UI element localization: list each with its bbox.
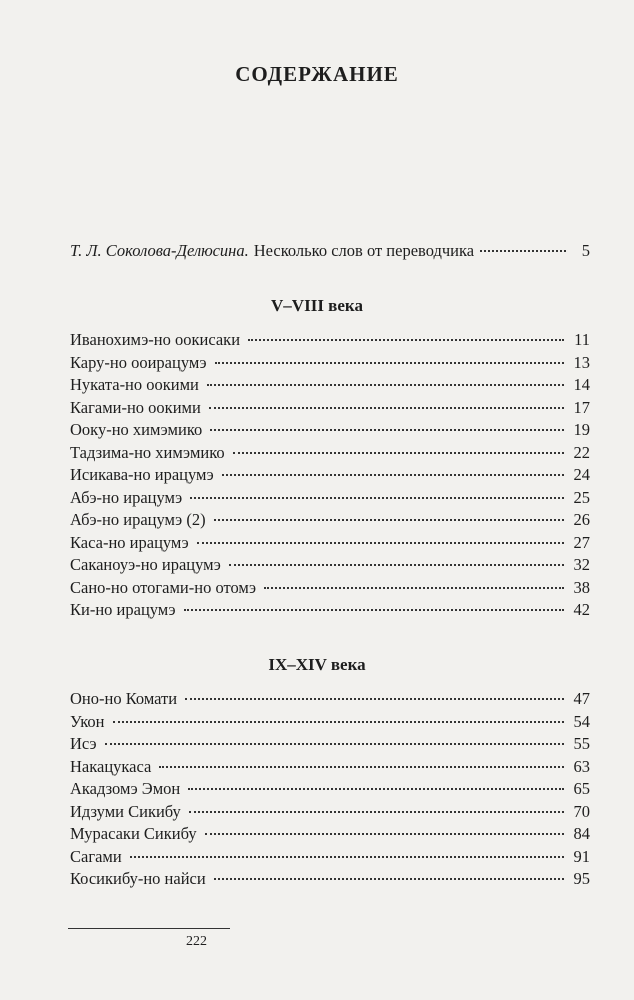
- dot-leader: [205, 833, 564, 835]
- entry-page: 95: [573, 869, 590, 888]
- entry-name: Косикибу-но найси: [70, 869, 206, 888]
- entry-name: Иванохимэ-но оокисаки: [70, 330, 241, 349]
- entry-name: Сагами: [70, 846, 122, 866]
- entry-name: Ки-но ирацумэ: [70, 600, 176, 619]
- dot-leader: [197, 542, 564, 544]
- dot-leader: [229, 564, 564, 566]
- entry-name: Абэ-но ирацумэ: [70, 487, 183, 507]
- toc-list-v-viii: [70, 329, 590, 622]
- dot-leader: [222, 474, 564, 476]
- entry-name: Нуката-но оокими: [70, 375, 199, 394]
- entry-page: 22: [573, 442, 590, 462]
- toc-entry: [70, 577, 590, 600]
- dot-leader: [130, 856, 564, 858]
- toc-entry: [70, 846, 590, 869]
- entry-name: Исэ: [70, 734, 97, 753]
- entry-page: 54: [573, 711, 590, 731]
- entry-name: Оно-но Комати: [70, 689, 178, 708]
- entry-page: 65: [573, 779, 590, 798]
- entry-name: Кагами-но оокими: [70, 397, 201, 417]
- entry-page: 84: [573, 824, 590, 843]
- toc-entry: [70, 868, 590, 891]
- toc-entry: [70, 464, 590, 487]
- section-heading-v-viii: V–VIII века: [271, 296, 363, 315]
- entry-page: 63: [573, 756, 590, 776]
- dot-leader: [233, 452, 564, 454]
- toc-entry: [70, 711, 590, 734]
- toc-entry: [70, 442, 590, 465]
- toc-entry-intro: [70, 241, 590, 261]
- toc-entry: [70, 599, 590, 622]
- entry-name: Саканоуэ-но ирацумэ: [70, 555, 221, 574]
- dot-leader: [184, 609, 564, 611]
- toc-entry: [70, 688, 590, 711]
- page-title: СОДЕРЖАНИЕ: [235, 62, 399, 86]
- entry-page: 11: [574, 330, 590, 349]
- entry-page: 55: [573, 734, 590, 753]
- toc-entry: [70, 397, 590, 420]
- entry-page: 14: [573, 375, 590, 394]
- entry-name: Укон: [70, 711, 105, 731]
- dot-leader: [248, 339, 564, 341]
- dot-leader: [210, 429, 564, 431]
- entry-name: Накацукаса: [70, 756, 152, 776]
- toc-entry: [70, 329, 590, 352]
- entry-name: Идзуми Сикибу: [70, 801, 181, 821]
- toc-entry: [70, 733, 590, 756]
- toc-entry: [70, 554, 590, 577]
- entry-page: 38: [573, 577, 590, 597]
- entry-name: Абэ-но ирацумэ (2): [70, 510, 206, 529]
- intro-title: Несколько слов от переводчика: [253, 241, 475, 260]
- entry-name: Акадзомэ Эмон: [70, 779, 181, 798]
- toc-entry: [70, 756, 590, 779]
- entry-name: Кару-но ооирацумэ: [70, 352, 207, 372]
- toc-entry: [70, 801, 590, 824]
- entry-page: 32: [573, 555, 590, 574]
- toc-list-ix-xiv: [70, 688, 590, 891]
- entry-page: 91: [573, 846, 590, 866]
- dot-leader: [264, 587, 564, 589]
- dot-leader: [215, 362, 564, 364]
- entry-page: 19: [573, 420, 590, 439]
- entry-name: Тадзима-но химэмико: [70, 442, 225, 462]
- entry-page: 70: [573, 801, 590, 821]
- dot-leader: [214, 878, 564, 880]
- toc-entry: [70, 778, 590, 801]
- footer-rule: [68, 928, 230, 929]
- toc-entry: [70, 487, 590, 510]
- dot-leader: [113, 721, 565, 723]
- toc-entry: [70, 509, 590, 532]
- dot-leader: [185, 698, 564, 700]
- entry-name: Каса-но ирацумэ: [70, 532, 189, 552]
- toc-entry: [70, 374, 590, 397]
- page-number: 222: [186, 934, 207, 949]
- dot-leader: [188, 788, 564, 790]
- toc-entry: [70, 352, 590, 375]
- entry-page: 24: [573, 465, 590, 484]
- toc-entry: [70, 419, 590, 442]
- dot-leader: [159, 766, 564, 768]
- entry-page: 42: [573, 600, 590, 619]
- dot-leader: [480, 250, 566, 252]
- dot-leader: [207, 384, 564, 386]
- entry-page: 17: [573, 397, 590, 417]
- entry-page: 13: [573, 352, 590, 372]
- entry-page: 26: [573, 510, 590, 529]
- entry-name: Исикава-но ирацумэ: [70, 465, 214, 484]
- entry-page: 25: [573, 487, 590, 507]
- dot-leader: [105, 743, 564, 745]
- intro-page-number: 5: [581, 241, 590, 260]
- dot-leader: [190, 497, 564, 499]
- intro-author: Т. Л. Соколова-Делюсина.: [70, 241, 249, 260]
- toc-entry: [70, 532, 590, 555]
- dot-leader: [209, 407, 564, 409]
- entry-name: Мурасаки Сикибу: [70, 824, 197, 843]
- entry-name: Ооку-но химэмико: [70, 420, 203, 439]
- entry-page: 47: [573, 689, 590, 708]
- dot-leader: [214, 519, 564, 521]
- entry-page: 27: [573, 532, 590, 552]
- dot-leader: [189, 811, 564, 813]
- entry-name: Сано-но отогами-но отомэ: [70, 577, 257, 597]
- section-heading-ix-xiv: IX–XIV века: [268, 655, 366, 674]
- toc-entry: [70, 823, 590, 846]
